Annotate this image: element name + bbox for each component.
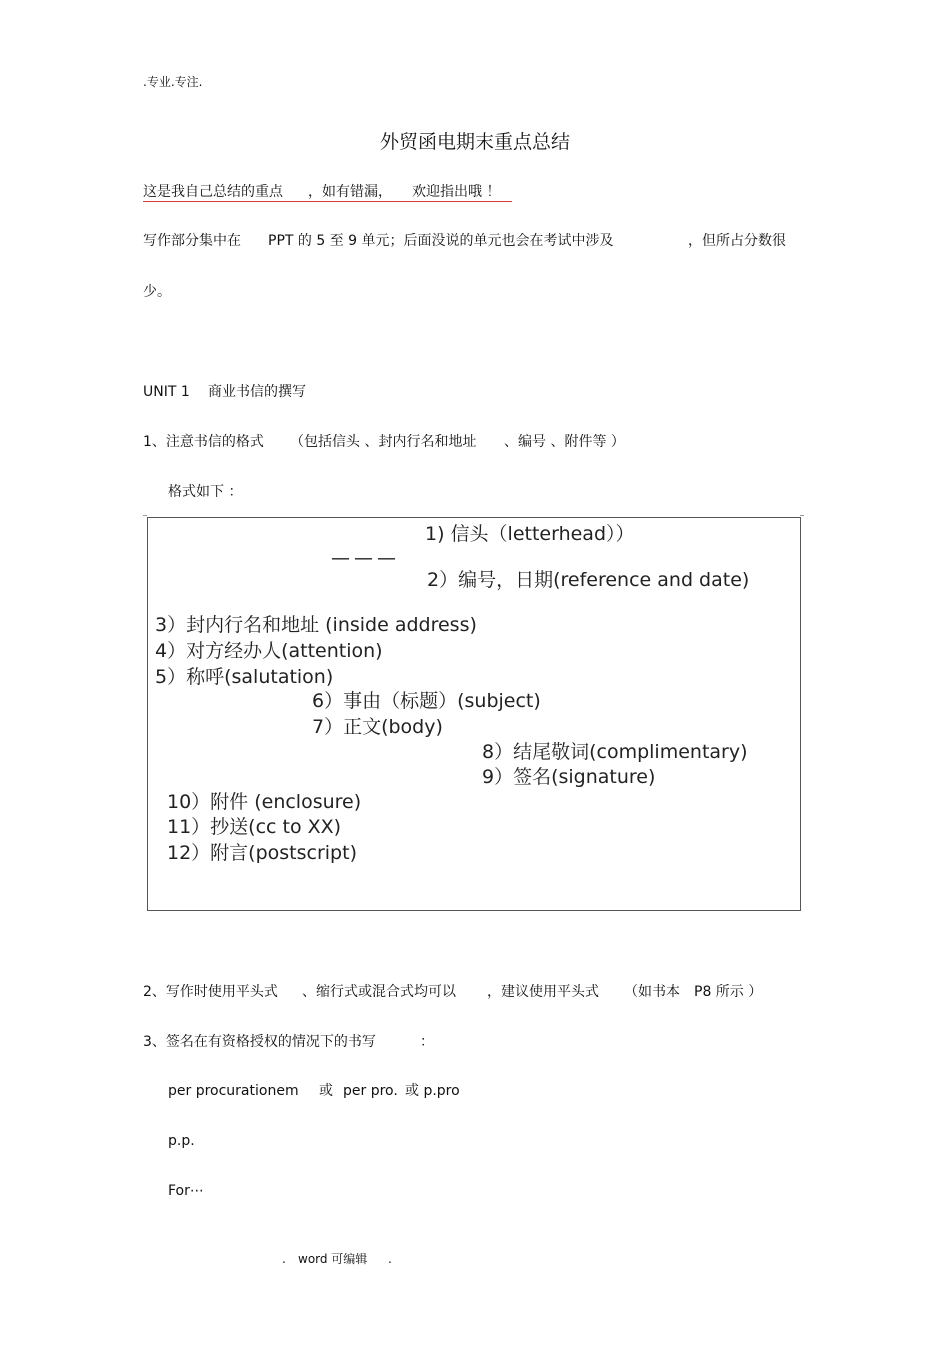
intro-line2-b: PPT 的 5 至 9 单元；后面没说的单元也会在考试中涉及 bbox=[268, 233, 614, 249]
intro-line2-c: ，但所占分数很 bbox=[688, 233, 786, 249]
point-1-sub: 格式如下 ： bbox=[168, 484, 243, 500]
point-3-line3: For⋯ bbox=[168, 1183, 204, 1199]
figure-salutation: 5）称呼(salutation) bbox=[155, 666, 334, 688]
footer-dot-right: . bbox=[388, 1252, 392, 1266]
footer-dot-left: . bbox=[282, 1252, 286, 1266]
footer-text: word 可编辑 bbox=[298, 1252, 368, 1266]
point-3-line1-d: 或 p.pro bbox=[405, 1083, 460, 1099]
point-2-b: 、缩行式或混合式均可以 bbox=[302, 984, 456, 1000]
point-3-line2: p.p. bbox=[168, 1133, 195, 1149]
red-underline bbox=[143, 201, 512, 202]
intro-line2-a: 写作部分集中在 bbox=[143, 233, 241, 249]
figure-signature: 9）签名(signature) bbox=[482, 766, 656, 788]
intro-highlight-3: 欢迎指出哦 ！ bbox=[412, 184, 501, 200]
letter-format-figure bbox=[147, 517, 801, 911]
page-header: .专业.专注. bbox=[143, 75, 203, 89]
figure-postscript: 12）附言(postscript) bbox=[167, 842, 357, 864]
unit-label: UNIT 1 bbox=[143, 384, 190, 400]
figure-cc: 11）抄送(cc to XX) bbox=[167, 816, 342, 838]
figure-reference-date: 2）编号，日期(reference and date) bbox=[427, 569, 750, 591]
figure-dashes: ——— bbox=[331, 547, 400, 569]
point-1-a: 1、注意书信的格式 bbox=[143, 434, 264, 450]
figure-inside-address: 3）封内行名和地址 (inside address) bbox=[155, 614, 477, 636]
document-title: 外贸函电期末重点总结 bbox=[379, 131, 570, 153]
intro-line3: 少。 bbox=[143, 284, 171, 300]
point-3-a: 3、签名在有资格授权的情况下的书写 bbox=[143, 1034, 376, 1050]
point-2-d: （如书本 bbox=[624, 984, 680, 1000]
figure-enclosure: 10）附件 (enclosure) bbox=[167, 791, 362, 813]
point-2-a: 2、写作时使用平头式 bbox=[143, 984, 278, 1000]
point-2-c: ，建议使用平头式 bbox=[487, 984, 599, 1000]
point-3-b: ： bbox=[420, 1034, 434, 1050]
figure-body: 7）正文(body) bbox=[312, 716, 443, 738]
point-1-b: （包括信头 、封内行名和地址 bbox=[290, 434, 477, 450]
figure-complimentary: 8）结尾敬词(complimentary) bbox=[482, 741, 748, 763]
point-3-line1-a: per procurationem bbox=[168, 1083, 299, 1099]
figure-attention: 4）对方经办人(attention) bbox=[155, 640, 383, 662]
point-3-line1-c: per pro. bbox=[343, 1083, 398, 1099]
unit-title: 商业书信的撰写 bbox=[208, 384, 306, 400]
point-3-line1-b: 或 bbox=[319, 1083, 333, 1099]
figure-subject: 6）事由（标题）(subject) bbox=[312, 690, 541, 712]
intro-highlight-1: 这是我自己总结的重点 bbox=[143, 184, 283, 200]
point-2-e: P8 所示 ） bbox=[694, 984, 763, 1000]
point-1-c: 、编号 、附件等 ） bbox=[504, 434, 625, 450]
figure-letterhead: 1) 信头（letterhead）） bbox=[425, 523, 635, 545]
intro-highlight-2: ，如有错漏， bbox=[308, 184, 392, 200]
